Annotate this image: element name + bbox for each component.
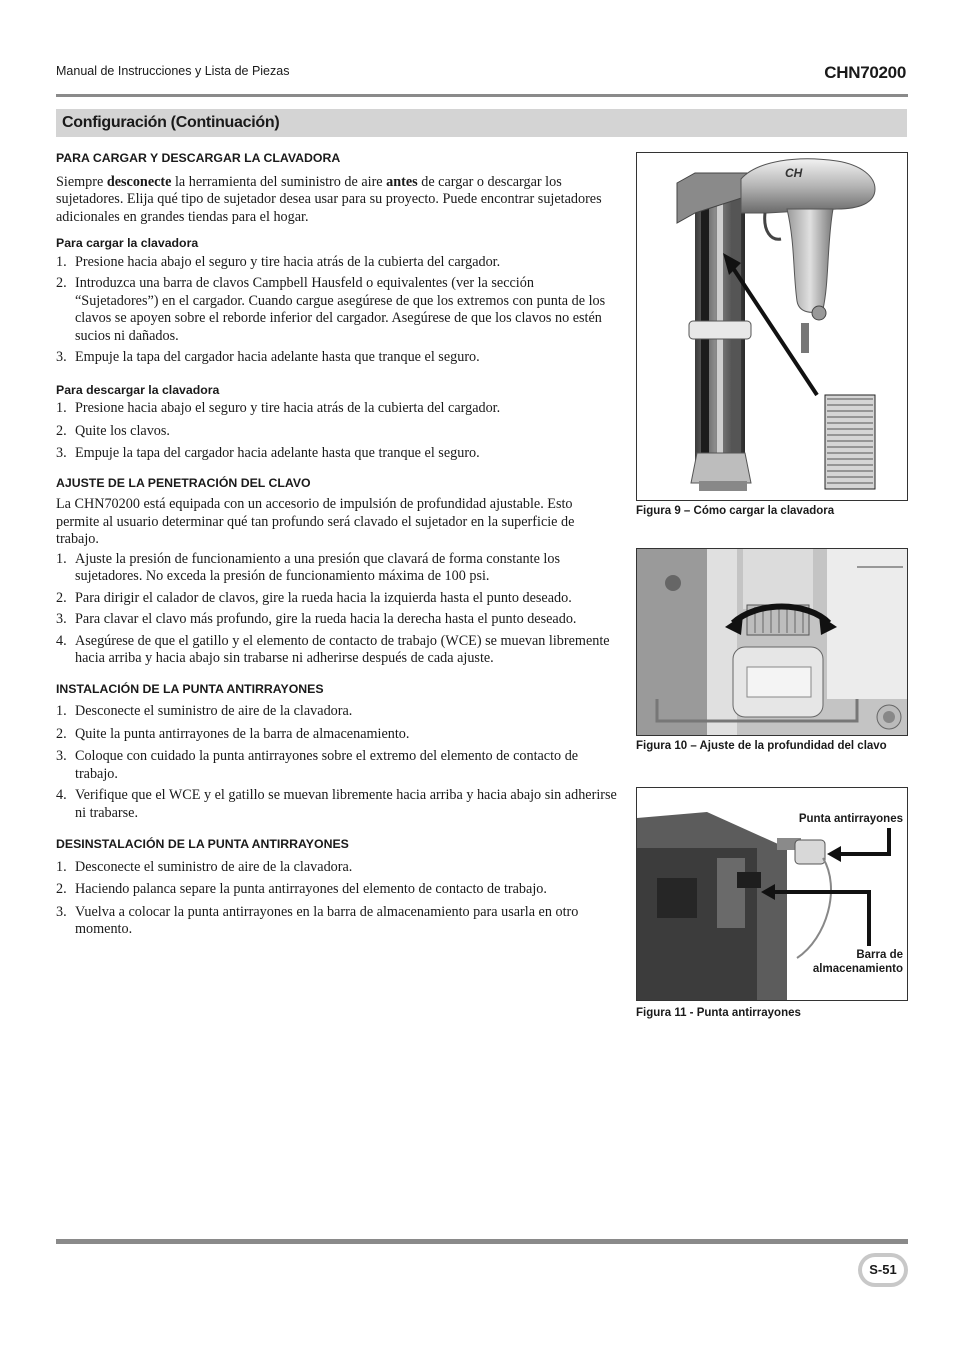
- list-item-text: Empuje la tapa del cargador hacia adelante hasta que tranque el seguro.: [75, 445, 480, 461]
- list-item-text: Introduzca una barra de clavos Campbell Hausfeld o equivalentes (ver la sección “Sujetadores”) en el cargador. Cuando cargue asegúrese de que los extremos con punta de los clavos se apoyen sobre el reborde inferior del cargador. Asegúrese de que los clavos no estén sucios ni dañados.: [75, 275, 606, 344]
- list-item-text: Asegúrese de que el gatillo y el elemento de contacto de trabajo (WCE) se muevan libremente hacia arriba y hacia abajo sin trabarse ni adherirse después de cada ajuste.: [75, 632, 610, 666]
- descargar-list: [56, 400, 618, 463]
- list-item-text: Coloque con cuidado la punta antirrayones sobre el extremo del elemento de contacto de trabajo.: [75, 748, 579, 782]
- list-item-text: Verifique que el WCE y el gatillo se muevan libremente hacia arriba y hacia abajo sin adherirse ni trabarse.: [75, 787, 617, 821]
- ch-logo: CH: [785, 166, 803, 180]
- list-item: 1. Ajuste la presión de funcionamiento a una presión que clavará de forma constante los sujetadores. No exceda la presión de funcionamiento máxima de 100 psi.: [56, 550, 560, 584]
- figure-9-caption: Figura 9 – Cómo cargar la clavadora: [636, 505, 835, 517]
- intro-text-3: de cargar o descargar los sujetadores. Elija qué tipo de sujetador desea usar para su proyecto. Puede encontrar sujetadores adicionales en grandes tiendas para el hogar.: [56, 173, 602, 225]
- heading-ajuste: AJUSTE DE LA PENETRACIÓN DEL CLAVO: [56, 475, 311, 490]
- text-column: [56, 150, 618, 939]
- heading-instalacion: INSTALACIÓN DE LA PUNTA ANTIRRAYONES: [56, 681, 324, 696]
- list-item-text: Empuje la tapa del cargador hacia adelante hasta que tranque el seguro.: [75, 349, 480, 365]
- list-item: 3. Coloque con cuidado la punta antirrayones sobre el extremo del elemento de contacto de trabajo.: [56, 748, 579, 782]
- page-number: S-51: [862, 1257, 904, 1283]
- depth-adjust-illustration: [637, 549, 907, 735]
- list-item-text: Vuelva a colocar la punta antirrayones en la barra de almacenamiento para usarla en otro momento.: [75, 903, 579, 937]
- list-item: 1. Desconecte el suministro de aire de la clavadora.: [56, 858, 353, 875]
- list-item: 2. Haciendo palanca separe la punta antirrayones del elemento de contacto de trabajo.: [56, 881, 547, 897]
- instalacion-list: [56, 703, 618, 822]
- manual-title: Manual de Instrucciones y Lista de Piezas: [56, 64, 290, 78]
- figure-11-no-mar-tip: [636, 787, 908, 1001]
- ajuste-intro: La CHN70200 está equipada con un accesorio de impulsión de profundidad ajustable. Esto permite al usuario determinar qué tan profundo será clavado el sujetador en la superficie de trabajo.: [56, 496, 575, 547]
- list-item: 3. Vuelva a colocar la punta antirrayones en la barra de almacenamiento para usarla en otro momento.: [56, 903, 579, 937]
- list-item-text: Quite los clavos.: [75, 422, 170, 439]
- page-number-badge: [858, 1253, 908, 1287]
- model-number: CHN70200: [824, 63, 906, 82]
- list-item-text: Desconecte el suministro de aire de la clavadora.: [75, 858, 353, 875]
- ajuste-list: [56, 551, 618, 668]
- list-item: 2. Quite la punta antirrayones de la barra de almacenamiento.: [56, 725, 410, 742]
- list-item: 3. Para clavar el clavo más profundo, gire la rueda hacia la derecha hasta el punto deseado.: [56, 611, 577, 627]
- list-item: 2. Introduzca una barra de clavos Campbell Hausfeld o equivalentes (ver la sección “Sujetadores”) en el cargador. Cuando cargue asegúrese de que los extremos con punta de los clavos se apoyen sobre el reborde inferior del cargador. Asegúrese de que los clavos no estén sucios ni dañados.: [56, 275, 606, 344]
- heading-cargar: Para cargar la clavadora: [56, 236, 199, 250]
- cargar-list: [56, 254, 618, 367]
- intro-text-2: la herramienta del suministro de aire: [171, 173, 387, 190]
- figure-9-nailer: [636, 152, 908, 501]
- section-bar: [56, 109, 907, 137]
- list-item: 1. Presione hacia abajo el seguro y tire hacia atrás de la cubierta del cargador.: [56, 400, 501, 416]
- list-item: 2. Quite los clavos.: [56, 422, 170, 439]
- list-item-text: Para clavar el clavo más profundo, gire la rueda hacia la derecha hasta el punto deseado.: [75, 611, 577, 627]
- list-item: 4. Verifique que el WCE y el gatillo se muevan libremente hacia arriba y hacia abajo sin adherirse ni trabarse.: [56, 787, 617, 821]
- list-item: 4. Asegúrese de que el gatillo y el elemento de contacto de trabajo (WCE) se muevan libremente hacia arriba y hacia abajo sin trabarse ni adherirse después de cada ajuste.: [56, 632, 610, 666]
- list-item-text: Para dirigir el calador de clavos, gire la rueda hacia la izquierda hasta el punto deseado.: [75, 589, 572, 606]
- list-item: 3. Empuje la tapa del cargador hacia adelante hasta que tranque el seguro.: [56, 445, 480, 461]
- intro-paragraph: [56, 174, 618, 227]
- desinstalacion-list: [56, 859, 618, 939]
- figure-10-depth-adjust: [636, 548, 908, 736]
- intro-bold-2: antes: [386, 173, 418, 190]
- list-item-text: Presione hacia abajo el seguro y tire hacia atrás de la cubierta del cargador.: [75, 400, 501, 416]
- list-item-text: Presione hacia abajo el seguro y tire hacia atrás de la cubierta del cargador.: [75, 253, 501, 270]
- section-title: Configuración (Continuación): [62, 114, 280, 131]
- footer-rule: [56, 1239, 908, 1244]
- list-item-text: Ajuste la presión de funcionamiento a una presión que clavará de forma constante los sujetadores. No exceda la presión de funcionamiento máxima de 100 psi.: [75, 550, 560, 584]
- list-item: 1. Desconecte el suministro de aire de la clavadora.: [56, 703, 353, 719]
- label-no-mar-tip: Punta antirrayones: [798, 813, 903, 825]
- intro-text-1: Siempre: [56, 173, 107, 190]
- figure-10-caption: Figura 10 – Ajuste de la profundidad del clavo: [636, 740, 887, 752]
- list-item: 3. Empuje la tapa del cargador hacia adelante hasta que tranque el seguro.: [56, 349, 480, 365]
- figure-11-caption: Figura 11 - Punta antirrayones: [636, 1007, 801, 1019]
- intro-bold-1: desconecte: [106, 173, 172, 190]
- heading-desinstalacion: DESINSTALACIÓN DE LA PUNTA ANTIRRAYONES: [56, 837, 349, 851]
- label-storage-bar: Barra de almacenamiento: [812, 949, 903, 975]
- header-rule: [56, 94, 908, 97]
- list-item: 1. Presione hacia abajo el seguro y tire hacia atrás de la cubierta del cargador.: [56, 253, 501, 270]
- heading-descargar: Para descargar la clavadora: [56, 382, 220, 397]
- heading-cargar-descargar: PARA CARGAR Y DESCARGAR LA CLAVADORA: [56, 151, 341, 165]
- nailer-illustration: [637, 153, 907, 500]
- list-item-text: Haciendo palanca separe la punta antirrayones del elemento de contacto de trabajo.: [75, 881, 547, 897]
- list-item: 2. Para dirigir el calador de clavos, gire la rueda hacia la izquierda hasta el punto deseado.: [56, 589, 572, 606]
- list-item-text: Desconecte el suministro de aire de la clavadora.: [75, 703, 353, 719]
- list-item-text: Quite la punta antirrayones de la barra de almacenamiento.: [75, 725, 410, 742]
